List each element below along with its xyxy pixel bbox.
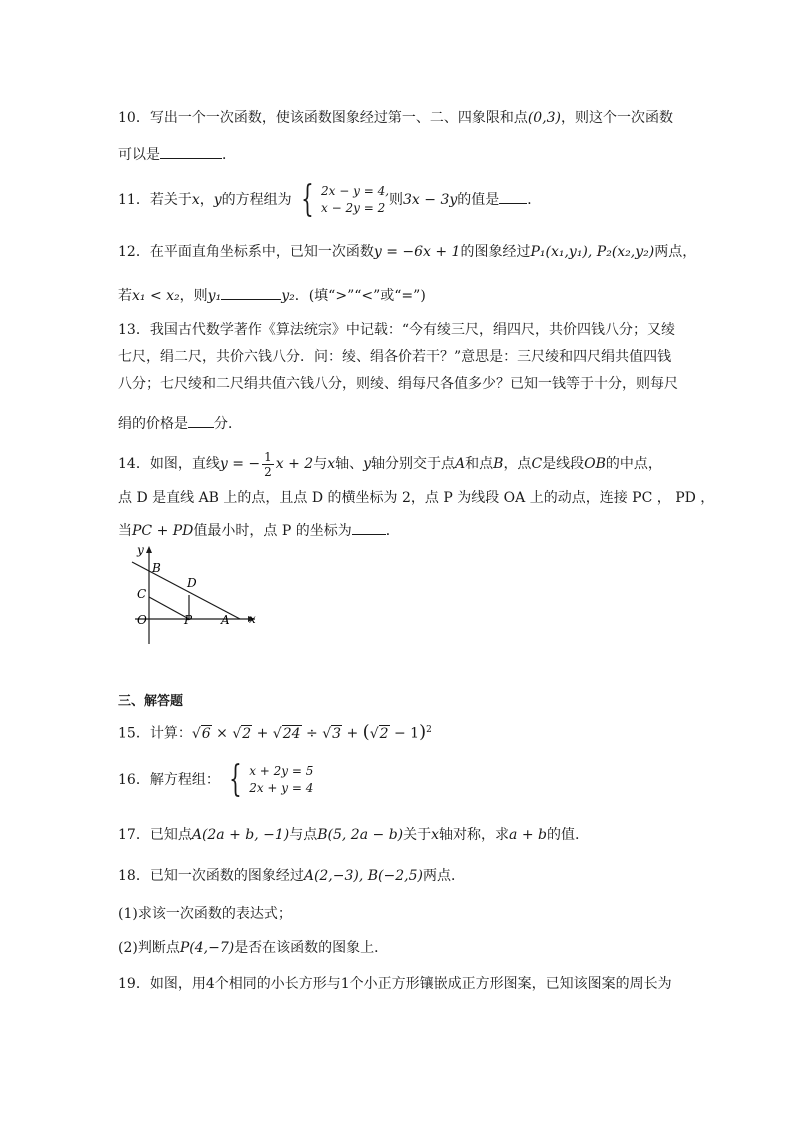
segment-cp bbox=[149, 597, 189, 619]
label-c: C bbox=[137, 587, 147, 601]
sqrt-2b: √2 bbox=[369, 725, 389, 742]
question-13-line-1: 13．我国古代数学著作《算法统宗》中记载：“今有绫三尺，绢四尺，共价四钱八分；又绫 bbox=[118, 322, 675, 338]
brace-icon: { bbox=[229, 759, 243, 800]
question-13-line-3: 八分；七尺绫和二尺绢共值六钱八分，则绫、绢每尺各值多少？已知一钱等于十分，则每尺 bbox=[118, 376, 678, 392]
question-16: 16．解方程组： { x + 2y = 5 2x + y = 4 bbox=[118, 759, 314, 800]
answer-blank[interactable] bbox=[221, 285, 281, 300]
label-y: y bbox=[137, 543, 144, 557]
sqrt-6: √6 bbox=[191, 725, 211, 742]
answer-blank[interactable] bbox=[160, 144, 222, 159]
equation-system: { x + 2y = 5 2x + y = 4 bbox=[229, 759, 314, 800]
label-d: D bbox=[187, 576, 197, 590]
label-a: A bbox=[221, 613, 230, 627]
question-17: 17．已知点A(2a + b, −1)与点B(5, 2a − b)关于x轴对称，求a + b的值. bbox=[118, 827, 580, 843]
question-14-line-3: 当PC + PD值最小时，点 P 的坐标为 ． bbox=[118, 520, 400, 541]
question-12-line-2: 若x₁ < x₂，则y₁ y₂．(填“>”“<”或“=”) bbox=[118, 285, 426, 306]
question-18-part-2: (2)判断点P(4,−7)是否在该函数的图象上． bbox=[118, 940, 389, 956]
line-ab bbox=[132, 562, 240, 619]
sqrt-3: √3 bbox=[322, 725, 342, 742]
question-10-line-1: 10．写出一个一次函数，使该函数图象经过第一、二、四象限和点(0,3)，则这个一次函数 bbox=[118, 110, 674, 126]
question-18: 18．已知一次函数的图象经过A(2,−3), B(−2,5)两点． bbox=[118, 868, 465, 884]
question-19: 19．如图，用4个相同的小长方形与1个小正方形镶嵌成正方形图案，已知该图案的周长为 bbox=[118, 976, 672, 992]
question-15: 15．计算：$√6 \times √2 + √24 \div √3 + (√2 - 1)^2$ bbox=[118, 721, 432, 743]
question-13-line-2: 七尺，绢二尺，共价六钱八分．问：绫、绢各价若干？”意思是：三尺绫和四尺绢共值四钱 bbox=[118, 349, 672, 365]
label-b: B bbox=[152, 561, 161, 575]
question-14-line-2: 点 D 是直线 AB 上的点，且点 D 的横坐标为 2，点 P 为线段 OA 上的动点，连接 PC ， PD ， bbox=[118, 490, 715, 506]
question-18-part-1: (1)求该一次函数的表达式； bbox=[118, 906, 292, 922]
y-axis-arrow-icon bbox=[146, 546, 152, 553]
brace-icon: { bbox=[301, 179, 314, 220]
question-14-line-1: 14．如图，直线y = − $\frac{1}{2}$ x + 2与x轴、y轴分别交于点A和点B，点C是线段OB的中点， bbox=[118, 449, 662, 479]
coordinate-figure bbox=[120, 540, 270, 650]
label-x: x bbox=[249, 612, 256, 626]
label-p: P bbox=[184, 613, 193, 627]
answer-blank[interactable] bbox=[352, 520, 386, 535]
answer-blank[interactable] bbox=[188, 413, 214, 428]
question-13-line-4: 绢的价格是 分． bbox=[118, 413, 242, 434]
section-heading: 三、解答题 bbox=[118, 694, 184, 709]
answer-blank[interactable] bbox=[499, 189, 527, 204]
question-10-line-2: 可以是 ． bbox=[118, 144, 236, 165]
question-12-line-1: 12．在平面直角坐标系中，已知一次函数y = −6x + 1的图象经过P₁(x₁,y₁), P₂(x₂,y₂)两点， bbox=[118, 244, 697, 260]
equation-system: { 2x − y = 4, x − 2y = 2 bbox=[301, 179, 390, 220]
sqrt-2: √2 bbox=[232, 725, 252, 742]
fraction: $\frac{1}{2}$ bbox=[264, 449, 272, 479]
sqrt-24: √24 bbox=[272, 725, 301, 742]
label-o: O bbox=[137, 613, 147, 627]
question-11: 11．若关于x，y的方程组为 { 2x − y = 4, x − 2y = 2 则3x − 3y的值是 ． bbox=[118, 179, 542, 220]
